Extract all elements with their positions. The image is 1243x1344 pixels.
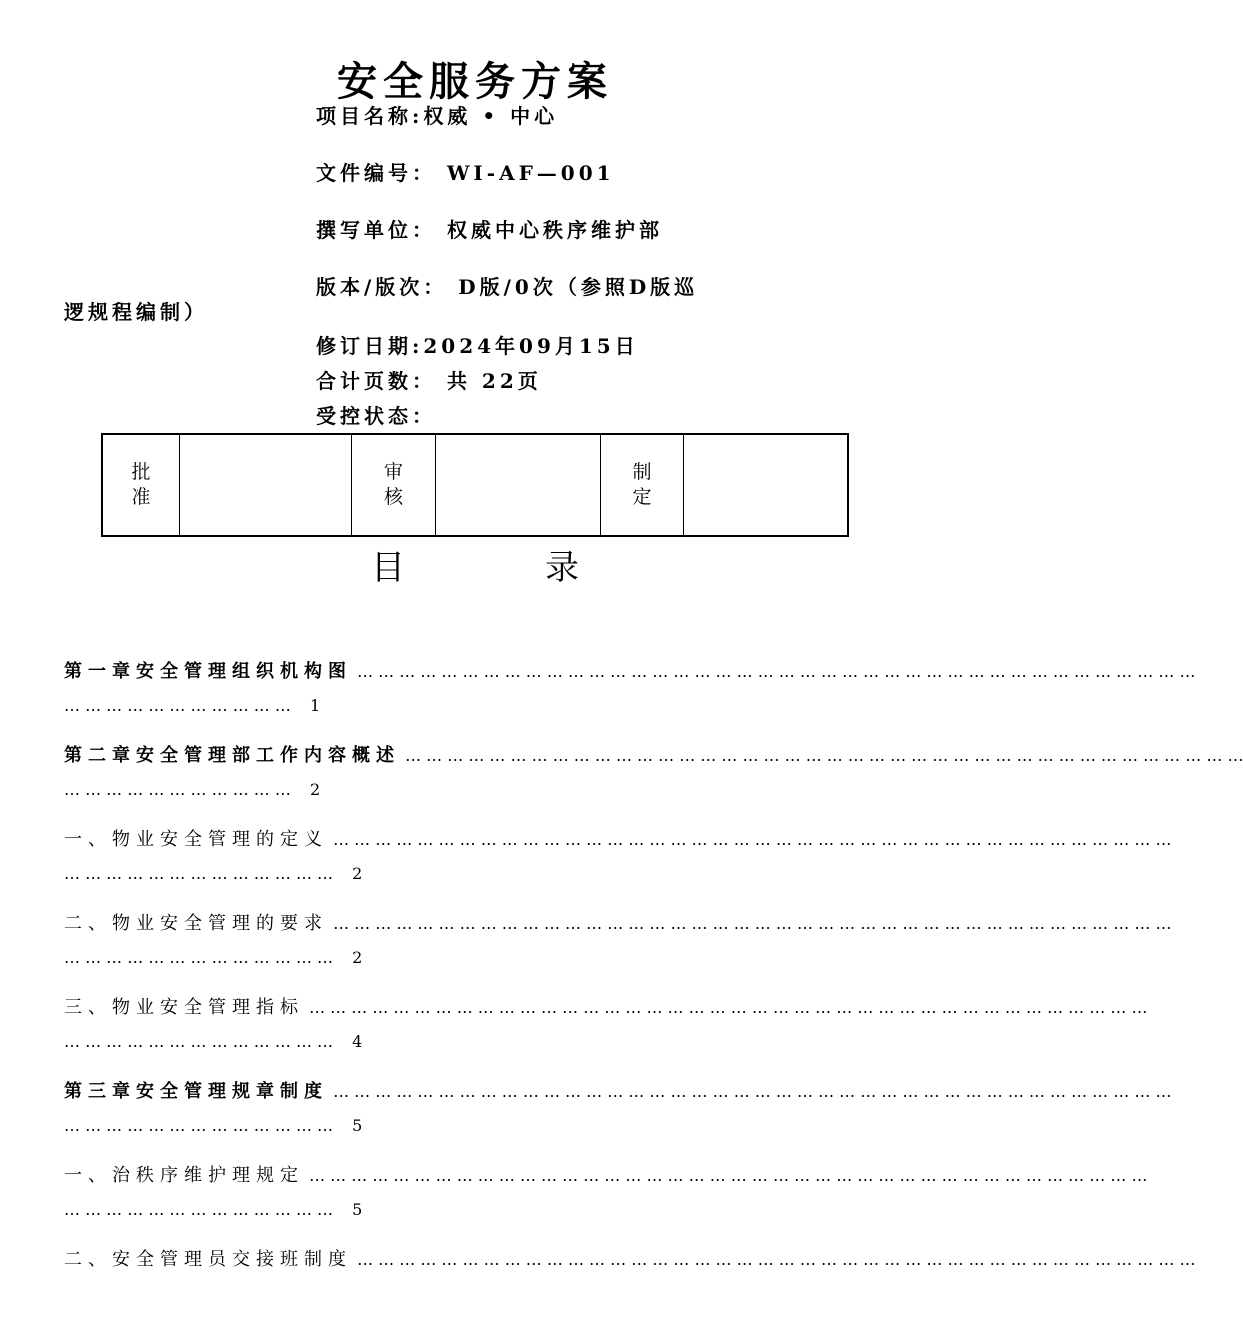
approve-signature-cell [180, 435, 352, 535]
toc-leader-dots: … … … … … … … … … … … … … [64, 864, 339, 883]
toc-entry-title: 第二章安全管理部工作内容概述 [64, 745, 400, 766]
toc-page-number: 1 [309, 696, 321, 715]
approve-label-cell [103, 435, 180, 535]
toc-heading-char-2: 录 [545, 548, 579, 588]
version-line-2: 逻规程编制） [64, 300, 208, 324]
toc-entry-title: 二、物业安全管理的要求 [64, 913, 328, 934]
toc-leader-dots: … … … … … … … … … … … … … … … … … … … … … … … … … … … … … … … … … … … … … … … … [328, 914, 1172, 933]
toc-leader-dots: … … … … … … … … … … … … … … … … … … … … … … … … … … … … … … … … … … … … … … … … [400, 746, 1243, 765]
toc-entry-title: 三、物业安全管理指标 [64, 997, 304, 1018]
project-name: 项目名称:权威 • 中心 [316, 104, 559, 128]
toc-leader-dots: … … … … … … … … … … … … … … … … … … … … … … … … … … … … … … … … … … … … … … … … [304, 1166, 1148, 1185]
toc-page-number: 5 [352, 1116, 363, 1135]
revision-date: 修订日期:2024年09月15日 [316, 334, 639, 358]
toc-leader-dots: … … … … … … … … … … … … … … … … … … … … … … … … … … … … … … … … … … … … … … … … [352, 662, 1196, 681]
toc-entry-continuation [64, 695, 874, 721]
toc-page-number: 2 [309, 780, 321, 799]
version-line-1: 版本/版次： D版/0次（参照D版巡 [316, 275, 699, 299]
approve-label: 批准 [131, 461, 151, 508]
document-title: 安全服务方案 [337, 58, 613, 105]
toc-entry[interactable] [64, 1161, 1148, 1187]
control-status: 受控状态： [316, 404, 436, 428]
toc-page-number: 2 [352, 948, 363, 967]
toc-entry[interactable] [64, 1077, 1172, 1103]
toc-entry[interactable] [64, 909, 1172, 935]
toc-entry-title: 一、物业安全管理的定义 [64, 829, 328, 850]
prepare-label-cell [601, 435, 684, 535]
toc-entry-continuation [64, 1031, 874, 1057]
toc-page-number: 2 [352, 864, 363, 883]
toc-leader-dots: … … … … … … … … … … … … … [64, 948, 339, 967]
prepare-signature-cell [684, 435, 847, 535]
toc-heading [0, 540, 950, 589]
toc-page-number: 5 [352, 1200, 363, 1219]
total-pages: 合计页数： 共 22页 [316, 369, 542, 393]
toc-leader-dots: … … … … … … … … … … … [64, 780, 296, 799]
toc-entry-title: 一、治秩序维护理规定 [64, 1165, 304, 1186]
review-signature-cell [436, 435, 601, 535]
toc-entry-continuation [64, 1199, 874, 1225]
toc-heading-char-1: 目 [371, 548, 405, 588]
prepare-label: 制定 [632, 461, 652, 508]
toc-entry[interactable] [64, 657, 1196, 683]
toc-leader-dots: … … … … … … … … … … … … … … … … … … … … … … … … … … … … … … … … … … … … … … … … [304, 998, 1148, 1017]
review-label-cell [352, 435, 436, 535]
file-number: 文件编号： WI-AF—001 [316, 161, 615, 185]
signature-table [101, 433, 849, 537]
toc-page-number: 4 [352, 1032, 363, 1051]
toc-leader-dots: … … … … … … … … … … … … … … … … … … … … … … … … … … … … … … … … … … … … … … … … [328, 1082, 1172, 1101]
toc-entry[interactable] [64, 993, 1148, 1019]
toc-entry[interactable] [64, 1245, 1196, 1271]
toc-leader-dots: … … … … … … … … … … … … … … … … … … … … … … … … … … … … … … … … … … … … … … … … [328, 830, 1172, 849]
toc-entry[interactable] [64, 741, 1243, 767]
review-label: 审核 [383, 461, 403, 508]
toc-entry-continuation [64, 863, 874, 889]
toc-entry-title: 第三章安全管理规章制度 [64, 1081, 328, 1102]
toc-entry-title: 第一章安全管理组织机构图 [64, 661, 352, 682]
toc-entry[interactable] [64, 825, 1172, 851]
toc-leader-dots: … … … … … … … … … … … [64, 696, 296, 715]
toc-leader-dots: … … … … … … … … … … … … … [64, 1032, 339, 1051]
toc-leader-dots: … … … … … … … … … … … … … [64, 1200, 339, 1219]
toc-entry-continuation [64, 1115, 874, 1141]
toc-entry-continuation [64, 779, 874, 805]
toc-leader-dots: … … … … … … … … … … … … … [64, 1116, 339, 1135]
toc-entry-continuation [64, 947, 874, 973]
toc-entry-title: 二、安全管理员交接班制度 [64, 1249, 352, 1270]
author-unit: 撰写单位： 权威中心秩序维护部 [316, 218, 663, 242]
toc-leader-dots: … … … … … … … … … … … … … … … … … … … … … … … … … … … … … … … … … … … … … … … … [352, 1250, 1196, 1269]
